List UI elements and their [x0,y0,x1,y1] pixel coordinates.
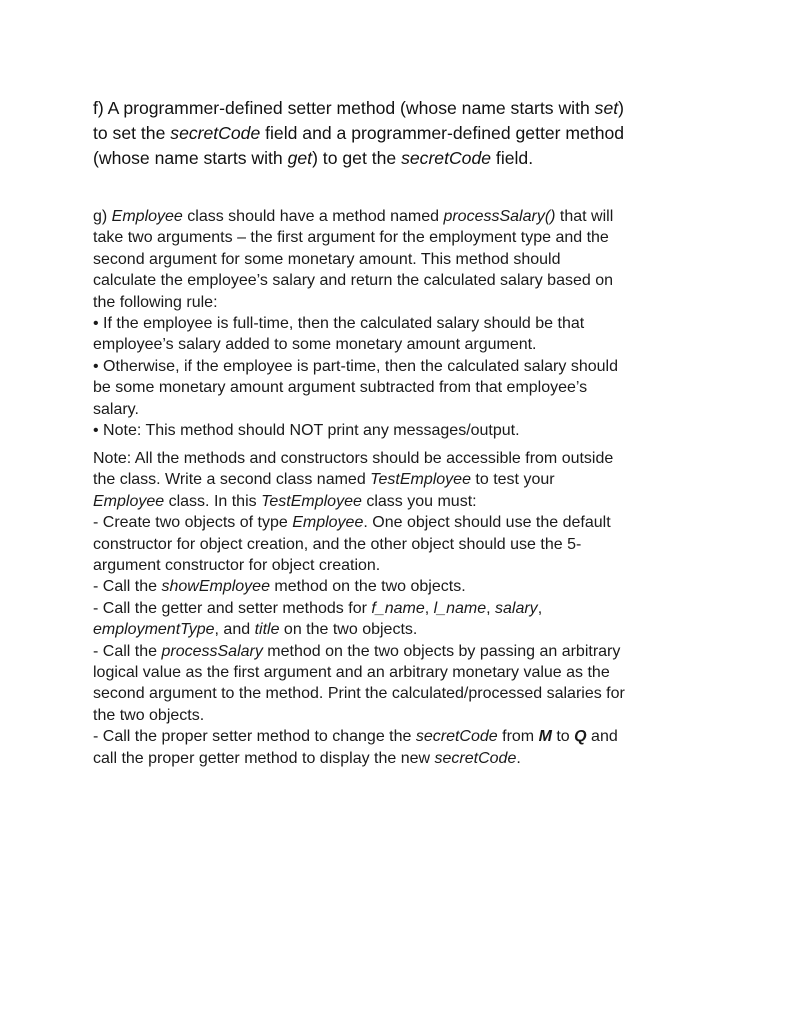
text-segment: the two objects. [93,706,205,724]
section-note-line [93,641,713,662]
section-note-line [93,491,713,512]
text-segment: Q [574,728,587,746]
text-segment: second argument to the method. Print the calculated/processed salaries for [93,685,625,703]
section-f-line [93,146,713,171]
text-segment: l_name [433,599,487,617]
section-note-line [93,469,713,490]
section-f-paragraph [93,96,713,171]
text-segment: method on the two objects. [269,578,466,596]
section-g-line [93,249,713,270]
text-segment: Employee [292,514,364,532]
note-paragraph [93,448,713,769]
text-segment: - Create two objects of type [93,514,293,532]
section-g-line [93,292,713,313]
text-segment: , [537,599,543,617]
text-segment: • Note: This method should NOT print any messages/output. [93,422,520,440]
text-segment: the class. Write a second class named [93,471,371,489]
section-f-line [93,96,713,121]
text-segment: - Call the getter and setter methods for [93,599,372,617]
section-g-line [93,227,713,248]
text-segment: , [486,599,495,617]
text-segment: get [287,148,313,168]
text-segment: processSalary() [443,208,556,225]
text-segment: secretCode [401,148,492,168]
text-segment: call the proper getter method to display the new [93,749,435,767]
text-segment: - Call the [93,642,162,660]
text-segment: , [424,599,434,617]
section-g-line [93,270,713,291]
text-segment: . [516,749,521,767]
section-note-line [93,448,713,469]
text-segment: - Call the [93,578,162,596]
text-segment: Note [93,450,127,467]
text-segment: and [586,728,618,746]
text-segment: processSalary [161,642,263,660]
text-segment: ) [618,98,624,118]
section-g-paragraph [93,206,713,441]
text-segment: set [594,98,619,118]
text-segment: method on the two objects by passing an arbitrary [262,642,621,660]
text-segment: secretCode [415,728,498,746]
section-note-line [93,512,713,533]
text-segment: Employee [93,492,165,510]
section-g-line [93,206,713,227]
text-segment: : All the methods and constructors should be accessible from outside [126,450,614,467]
section-note-line [93,598,713,619]
text-segment: be some monetary amount argument subtracted from that employee’s [93,379,588,397]
text-segment: that will [555,208,614,225]
section-note-line [93,683,713,704]
text-segment: Employee [111,208,183,225]
text-segment: • If the employee is full-time, then the calculated salary should be that [93,315,585,333]
section-g-line [93,313,713,334]
text-segment: . One object should use the default [363,514,611,532]
text-segment: argument constructor for object creation. [93,557,381,575]
text-segment: constructor for object creation, and the other object should use the 5- [93,535,582,553]
text-segment: secretCode [434,749,517,767]
text-segment: field and a programmer-defined getter method [260,123,625,143]
section-note-line [93,662,713,683]
text-segment: class. In this [164,492,262,510]
section-note-line [93,534,713,555]
section-f-line [93,121,713,146]
text-segment: f) A programmer-defined setter method (whose name starts with [93,98,595,118]
text-segment: g) [93,208,112,225]
section-g-line [93,399,713,420]
section-note-line [93,576,713,597]
section-g-line [93,356,713,377]
section-note-line [93,555,713,576]
section-g-line [93,377,713,398]
text-segment: (whose name starts with [93,148,288,168]
section-note-line [93,726,713,747]
text-segment: ) to get the [312,148,402,168]
text-segment: M [538,728,552,746]
text-segment: salary. [93,400,139,418]
text-segment: employee’s salary added to some monetary amount argument. [93,336,537,354]
text-segment: TestEmployee [370,471,471,489]
text-segment: f_name [371,599,425,617]
text-segment: TestEmployee [261,492,362,510]
text-segment: from [497,728,539,746]
text-segment: calculate the employee’s salary and return the calculated salary based on [93,272,614,290]
text-segment: on the two objects. [279,621,418,639]
section-note-line [93,705,713,726]
text-segment: showEmployee [161,578,270,596]
text-segment: secretCode [170,123,261,143]
text-segment: second argument for some monetary amount. This method should [93,250,561,268]
section-note-line [93,748,713,769]
text-segment: salary [495,599,538,617]
text-segment: employmentType [93,621,215,639]
text-segment: class you must: [361,492,477,510]
text-segment: title [254,621,280,639]
text-segment: , and [214,621,255,639]
text-segment: field. [491,148,534,168]
section-g-line [93,334,713,355]
section-g-line [93,420,713,441]
text-segment: take two arguments – the first argument for the employment type and the [93,229,609,247]
text-segment: • Otherwise, if the employee is part-time, then the calculated salary should [93,357,618,375]
text-segment: - Call the proper setter method to change the [93,728,416,746]
text-segment: class should have a method named [182,208,444,225]
text-segment: to test your [470,471,555,489]
text-segment: to [551,728,575,746]
text-segment: to set the [93,123,171,143]
section-note-line [93,619,713,640]
text-segment: the following rule: [93,293,218,311]
text-segment: logical value as the first argument and an arbitrary monetary value as the [93,664,610,682]
